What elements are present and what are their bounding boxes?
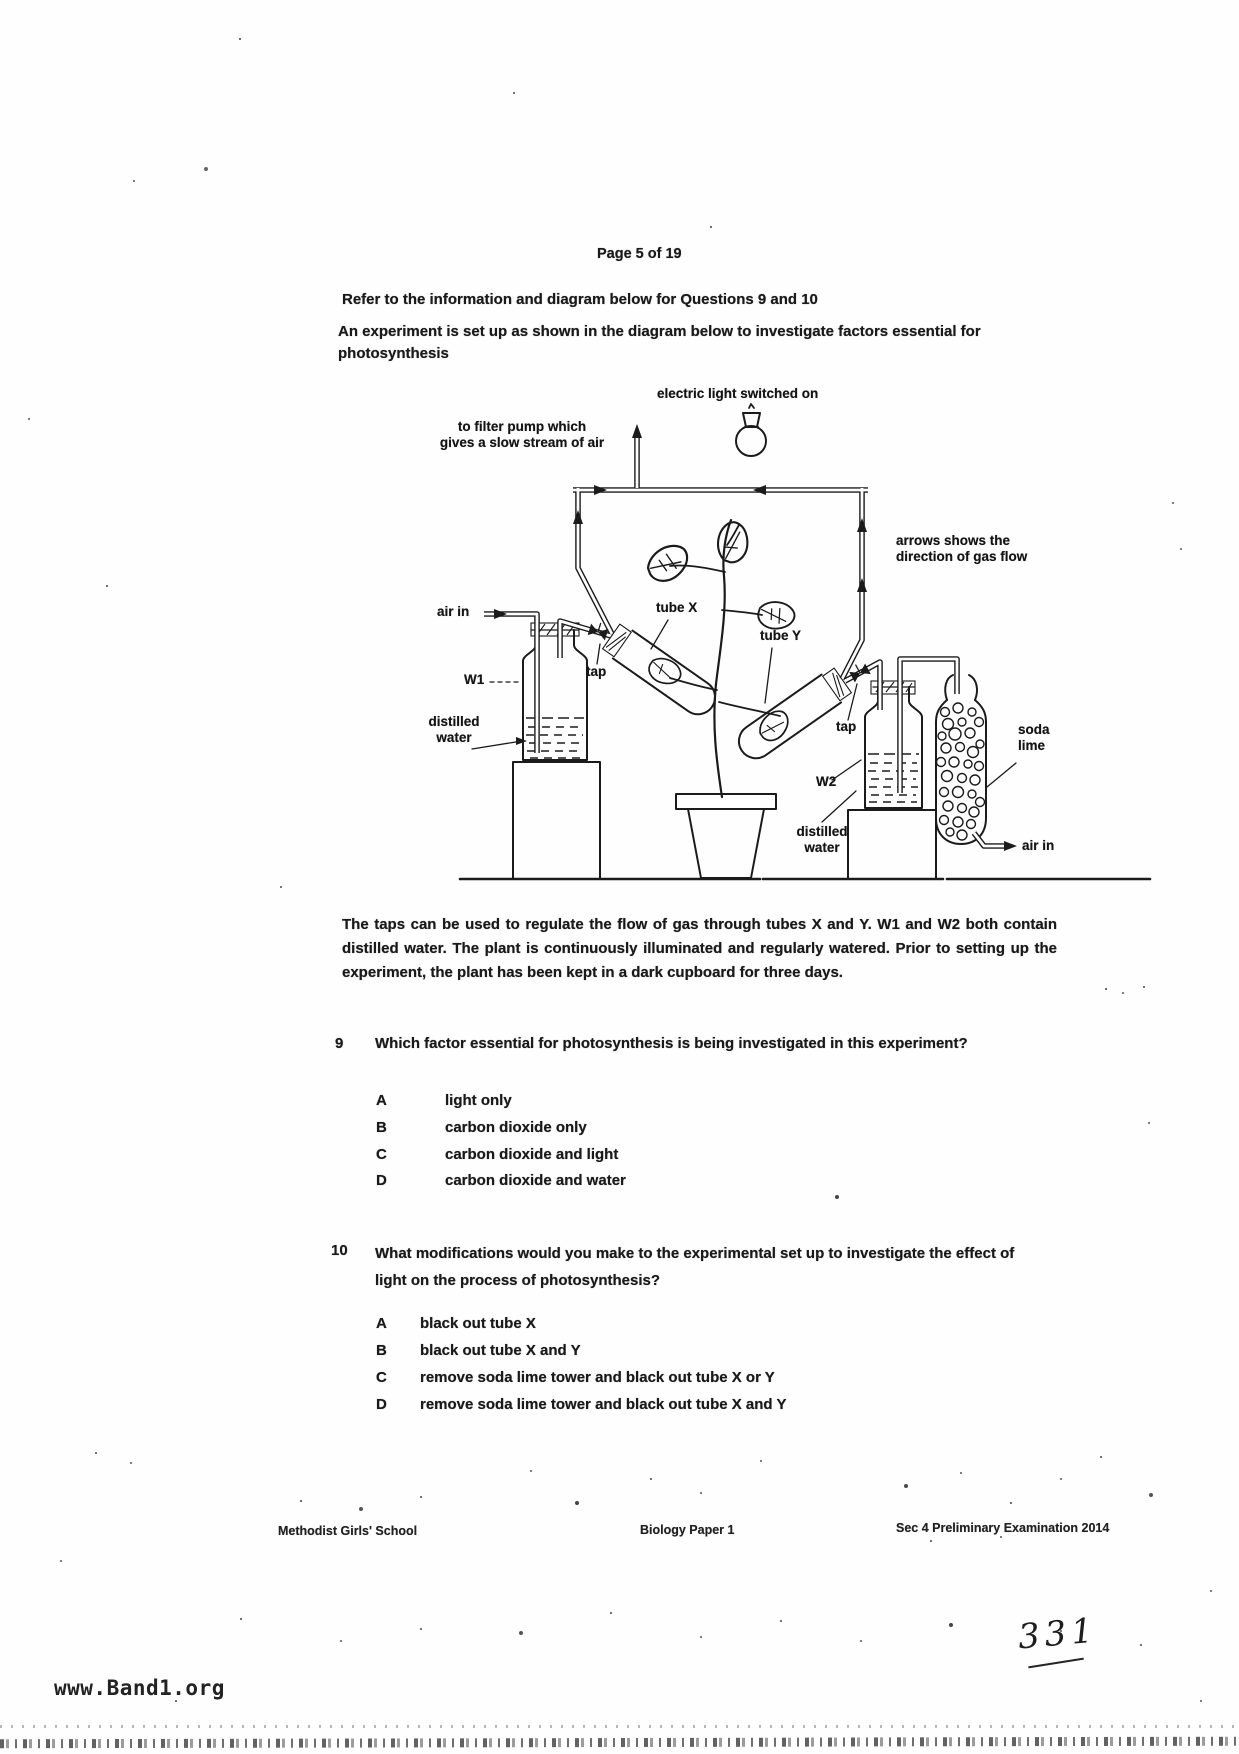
distilled-water-w2 [868,754,919,802]
leaf [712,519,754,566]
q9-option-text-a: light only [445,1092,512,1109]
label-distilled-water-right: distilled water [796,824,848,856]
scan-noise-band-light [0,1725,1239,1728]
question-10-number: 10 [331,1242,348,1259]
footer-paper: Biology Paper 1 [640,1523,735,1537]
footer-exam: Sec 4 Preliminary Examination 2014 [896,1521,1110,1535]
question-9-text: Which factor essential for photosynthesis is being investigated in this experiment? [375,1035,968,1052]
q10-option-text-b: black out tube X and Y [420,1342,581,1359]
tube-y [732,667,852,765]
label-air-in-left: air in [437,604,470,619]
question-10-text: What modifications would you make to the experimental set up to investigate the effect of light on the process of photosynthesis? [375,1245,1015,1289]
label-w1: W1 [464,672,485,687]
handwritten-page-number: 331 [1016,1610,1100,1658]
plant-pot [676,794,776,878]
intro-line: Refer to the information and diagram below for Questions 9 and 10 [342,291,818,308]
q10-option-letter-d: D [376,1396,387,1413]
label-w2: W2 [816,774,837,789]
label-electric-light: electric light switched on [657,386,819,401]
gas-pipes [484,432,1006,846]
watermark: www.Band1.org [54,1676,225,1700]
q10-option-letter-c: C [376,1369,387,1386]
label-filter-pump: to filter pump which gives a slow stream of air [439,419,605,451]
question-9-number: 9 [335,1035,344,1052]
label-distilled-water-left: distilled water [428,714,480,746]
soda-lime-tower [936,675,986,844]
label-gas-flow-note: arrows shows the direction of gas flow [896,533,1028,565]
stand-block-right [848,810,936,879]
label-air-in-right: air in [1022,838,1055,853]
label-leaders [472,620,1016,822]
page-header: Page 5 of 19 [597,246,682,262]
label-tube-y: tube Y [760,628,802,643]
description-paragraph: The taps can be used to regulate the flow of gas through tubes X and Y. W1 and W2 both contain distilled water. The plant is continuously illuminated and regularly watered. Prior to setting up the experiment, the plant has been kept in a dark cupboard for three days. [342,916,1057,981]
bottle-w1 [523,623,587,760]
label-tap-left: tap [586,664,607,679]
q9-option-letter-c: C [376,1146,387,1163]
q9-option-letter-a: A [376,1092,387,1109]
plant [643,519,797,797]
light-bulb-icon [736,404,766,456]
leaf [643,541,693,585]
q9-option-letter-d: D [376,1172,387,1189]
footer-school: Methodist Girls' School [278,1524,418,1538]
q9-option-text-b: carbon dioxide only [445,1119,587,1136]
q10-option-letter-a: A [376,1315,387,1332]
q9-option-letter-b: B [376,1119,387,1136]
q10-option-letter-b: B [376,1342,387,1359]
q9-option-text-c: carbon dioxide and light [445,1146,619,1163]
tube-x [601,623,721,721]
label-soda-lime: soda lime [1018,722,1050,754]
label-tap-right: tap [836,719,857,734]
q9-option-text-d: carbon dioxide and water [445,1172,626,1189]
scan-noise-specks [0,0,2,2]
intro-paragraph: An experiment is set up as shown in the diagram below to investigate factors essential for photosynthesis [338,323,981,362]
bottle-w2 [865,681,922,808]
q10-option-text-a: black out tube X [420,1315,536,1332]
soda-lime-granules [937,703,985,840]
q10-option-text-d: remove soda lime tower and black out tube X and Y [420,1396,787,1413]
label-tube-x: tube X [656,600,698,615]
q10-option-text-c: remove soda lime tower and black out tube X or Y [420,1369,775,1386]
stand-block-left [513,762,600,879]
